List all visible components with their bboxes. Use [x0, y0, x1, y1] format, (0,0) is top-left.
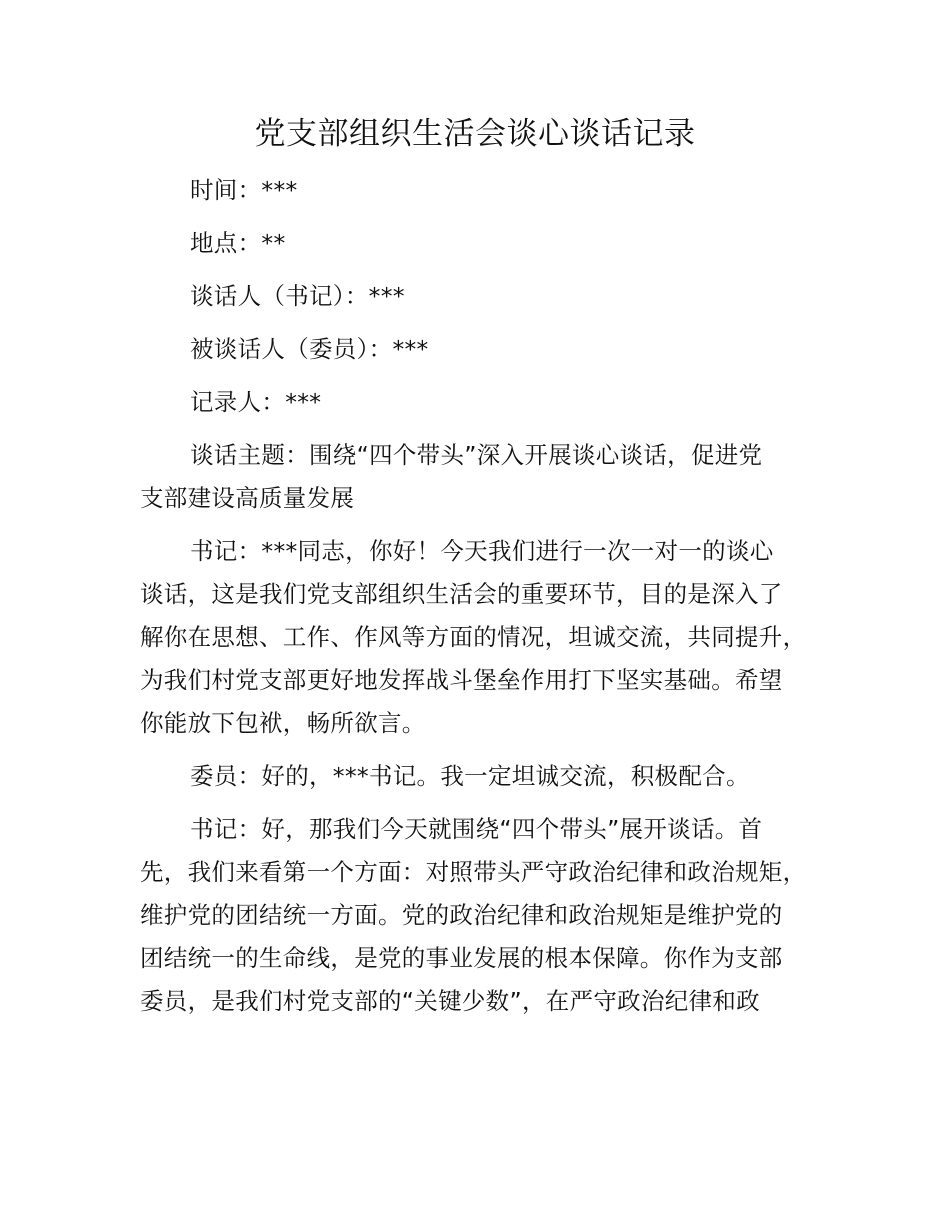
- paragraph-line: 委员：好的，***书记。我一定坦诚交流，积极配合。: [190, 762, 750, 790]
- paragraph-line: 你能放下包袱，畅所欲言。: [140, 709, 426, 737]
- paragraph-line: 团结统一的生命线，是党的事业发展的根本保障。你作为支部: [140, 944, 783, 972]
- meta-value: ***: [368, 282, 405, 310]
- paragraph-line: 书记：好，那我们今天就围绕“四个带头”展开谈话。首: [190, 815, 763, 843]
- meta-value: ***: [285, 388, 322, 416]
- meta-value: ***: [261, 176, 298, 204]
- meta-label: 记录人：: [190, 388, 286, 416]
- meta-location: [190, 227, 286, 259]
- meta-value: **: [261, 229, 286, 257]
- meta-time: [190, 174, 298, 206]
- paragraph-line: 维护党的团结统一方面。党的政治纪律和政治规矩是维护党的: [140, 901, 783, 929]
- meta-label: 谈话人（书记）：: [190, 282, 369, 310]
- meta-label: 被谈话人（委员）：: [190, 335, 393, 363]
- paragraph-line: 为我们村党支部更好地发挥战斗堡垒作用打下坚实基础。希望: [140, 666, 783, 694]
- paragraph-line: 谈话，这是我们党支部组织生活会的重要环节，目的是深入了: [140, 580, 783, 608]
- meta-value: ***: [392, 335, 429, 363]
- meta-label: 时间：: [190, 176, 262, 204]
- document-title: 党支部组织生活会谈心谈话记录: [254, 116, 696, 152]
- meta-interviewer: [190, 280, 405, 312]
- meta-recorder: [190, 386, 321, 418]
- paragraph-line: 先，我们来看第一个方面：对照带头严守政治纪律和政治规矩，: [140, 858, 807, 886]
- paragraph-line: 解你在思想、工作、作风等方面的情况，坦诚交流，共同提升，: [140, 623, 807, 651]
- paragraph-line: 谈话主题：围绕“四个带头”深入开展谈心谈话，促进党: [190, 441, 763, 469]
- paragraph-line: 书记：***同志，你好！今天我们进行一次一对一的谈心: [190, 537, 774, 565]
- paragraph-line: 委员，是我们村党支部的“关键少数”，在严守政治纪律和政: [140, 987, 760, 1015]
- meta-label: 地点：: [190, 229, 262, 257]
- paragraph-line: 支部建设高质量发展: [140, 484, 355, 512]
- meta-interviewee: [190, 333, 429, 365]
